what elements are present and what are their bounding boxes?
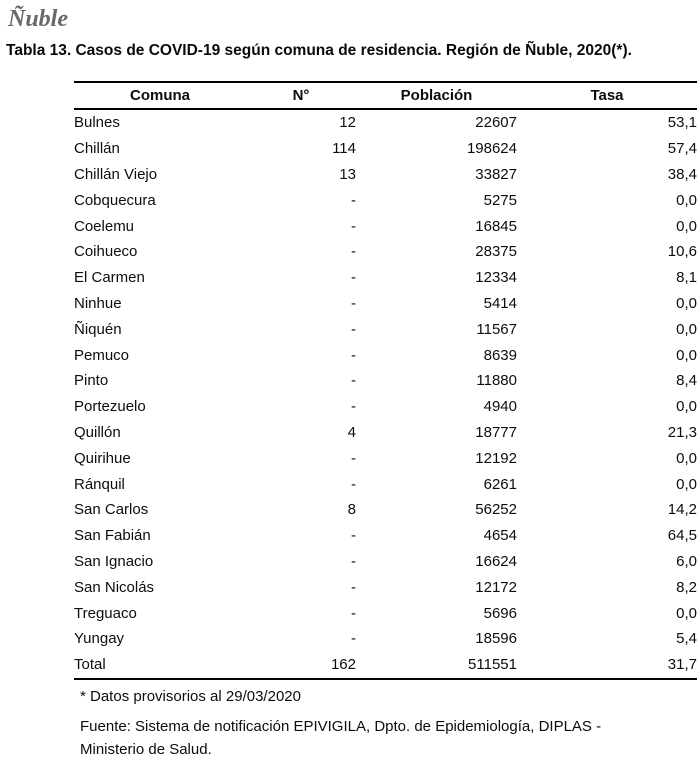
comuna-cell: San Nicolás xyxy=(74,578,155,596)
tasa-cell: 53,1 xyxy=(667,114,697,132)
n-cell: - xyxy=(351,372,356,390)
n-cell: 13 xyxy=(339,165,356,183)
tasa-cell: 10,6 xyxy=(667,243,697,261)
source-footnote xyxy=(80,715,660,761)
n-cell: - xyxy=(351,294,356,312)
comuna-cell: Cobquecura xyxy=(74,191,156,209)
col-header-poblacion: Población xyxy=(356,82,517,109)
poblacion-cell: 12192 xyxy=(475,449,517,467)
n-cell: 12 xyxy=(339,114,356,132)
poblacion-cell: 5414 xyxy=(483,294,517,312)
source-line-1: Fuente: Sistema de notificación EPIVIGILA, Dpto. de Epidemiología, DIPLAS - xyxy=(80,717,602,735)
n-cell: - xyxy=(351,398,356,416)
poblacion-cell: 18777 xyxy=(475,423,517,441)
comuna-cell: Pinto xyxy=(74,372,109,390)
region-title: Ñuble xyxy=(8,6,68,32)
covid-table xyxy=(74,81,697,680)
comuna-cell: El Carmen xyxy=(74,269,145,287)
tasa-cell: 0,0 xyxy=(676,320,697,338)
n-cell: - xyxy=(351,552,356,570)
comuna-cell: Ránquil xyxy=(74,475,125,493)
comuna-cell: Chillán Viejo xyxy=(74,165,158,183)
poblacion-cell: 33827 xyxy=(475,165,517,183)
poblacion-cell: 28375 xyxy=(475,243,517,261)
poblacion-cell: 16624 xyxy=(475,552,517,570)
n-cell: - xyxy=(351,217,356,235)
n-cell: - xyxy=(351,191,356,209)
table-row xyxy=(74,394,697,420)
comuna-cell: Ninhue xyxy=(74,294,122,312)
poblacion-cell: 12172 xyxy=(475,578,517,596)
n-cell: - xyxy=(351,630,356,648)
comuna-cell: Treguaco xyxy=(74,604,137,622)
table-row xyxy=(74,213,697,239)
poblacion-cell: 11567 xyxy=(476,320,517,338)
tasa-cell: 64,5 xyxy=(667,527,697,545)
table-row xyxy=(74,420,697,446)
table-row xyxy=(74,445,697,471)
table-row xyxy=(74,368,697,394)
poblacion-cell: 511551 xyxy=(468,656,517,674)
comuna-cell: San Carlos xyxy=(74,501,149,519)
col-header-tasa: Tasa xyxy=(517,82,697,109)
poblacion-cell: 5275 xyxy=(483,191,517,209)
table-row xyxy=(74,549,697,575)
table-caption: Tabla 13. Casos de COVID-19 según comuna de residencia. Región de Ñuble, 2020(*). xyxy=(6,42,632,59)
poblacion-cell: 16845 xyxy=(475,217,517,235)
table-row xyxy=(74,574,697,600)
poblacion-cell: 22607 xyxy=(475,114,517,132)
tasa-cell: 0,0 xyxy=(676,398,697,416)
comuna-cell: Quirihue xyxy=(74,449,131,467)
table-row xyxy=(74,187,697,213)
n-cell: - xyxy=(351,578,356,596)
n-cell: - xyxy=(351,475,356,493)
table-row xyxy=(74,265,697,291)
n-cell: 114 xyxy=(332,140,356,158)
n-cell: - xyxy=(351,604,356,622)
poblacion-cell: 8639 xyxy=(483,346,517,364)
comuna-cell: Portezuelo xyxy=(74,398,146,416)
n-cell: - xyxy=(351,269,356,287)
table-row xyxy=(74,342,697,368)
comuna-cell: Pemuco xyxy=(74,346,130,364)
total-row xyxy=(74,652,697,679)
tasa-cell: 0,0 xyxy=(676,604,697,622)
tasa-cell: 0,0 xyxy=(676,217,697,235)
document-page xyxy=(0,5,700,764)
tasa-cell: 38,4 xyxy=(667,165,697,183)
tasa-cell: 31,7 xyxy=(667,656,697,674)
n-cell: - xyxy=(351,320,356,338)
poblacion-cell: 6261 xyxy=(483,475,517,493)
tasa-cell: 5,4 xyxy=(676,630,697,648)
n-cell: 162 xyxy=(330,656,356,674)
tasa-cell: 0,0 xyxy=(676,475,697,493)
tasa-cell: 8,2 xyxy=(676,578,697,596)
n-cell: - xyxy=(351,243,356,261)
col-header-comuna: Comuna xyxy=(74,82,246,109)
tasa-cell: 0,0 xyxy=(676,191,697,209)
tasa-cell: 0,0 xyxy=(676,294,697,312)
tasa-cell: 8,4 xyxy=(676,372,697,390)
table-row xyxy=(74,239,697,265)
n-cell: - xyxy=(351,527,356,545)
comuna-cell: Quillón xyxy=(74,423,121,441)
poblacion-cell: 56252 xyxy=(475,501,517,519)
comuna-cell: San Fabián xyxy=(74,527,151,545)
comuna-cell: Total xyxy=(74,656,106,674)
comuna-cell: Bulnes xyxy=(74,114,120,132)
table-row xyxy=(74,162,697,188)
comuna-cell: Yungay xyxy=(74,630,125,648)
table-row xyxy=(74,600,697,626)
col-header-n: N° xyxy=(246,82,356,109)
tasa-cell: 8,1 xyxy=(676,269,697,287)
n-cell: 8 xyxy=(347,501,356,519)
tasa-cell: 0,0 xyxy=(676,449,697,467)
table-row xyxy=(74,523,697,549)
poblacion-cell: 11880 xyxy=(476,372,517,390)
n-cell: - xyxy=(351,449,356,467)
poblacion-cell: 4654 xyxy=(483,527,517,545)
n-cell: 4 xyxy=(347,423,356,441)
table-row xyxy=(74,136,697,162)
tasa-cell: 57,4 xyxy=(667,140,697,158)
table-body xyxy=(74,109,697,679)
table-row xyxy=(74,109,697,136)
n-cell: - xyxy=(351,346,356,364)
table-row xyxy=(74,471,697,497)
tasa-cell: 0,0 xyxy=(676,346,697,364)
comuna-cell: San Ignacio xyxy=(74,552,154,570)
comuna-cell: Chillán xyxy=(74,140,120,158)
table-row xyxy=(74,497,697,523)
comuna-cell: Coihueco xyxy=(74,243,138,261)
poblacion-cell: 4940 xyxy=(483,398,517,416)
tasa-cell: 14,2 xyxy=(667,501,697,519)
poblacion-cell: 5696 xyxy=(483,604,517,622)
tasa-cell: 6,0 xyxy=(676,552,697,570)
tasa-cell: 21,3 xyxy=(667,423,697,441)
poblacion-cell: 18596 xyxy=(475,630,517,648)
table-row xyxy=(74,291,697,317)
table-row xyxy=(74,316,697,342)
provisional-footnote: * Datos provisorios al 29/03/2020 xyxy=(80,687,301,705)
source-line-2: Ministerio de Salud. xyxy=(80,740,212,758)
comuna-cell: Coelemu xyxy=(74,217,135,235)
poblacion-cell: 12334 xyxy=(475,269,517,287)
comuna-cell: Ñiquén xyxy=(74,320,122,338)
table-row xyxy=(74,626,697,652)
poblacion-cell: 198624 xyxy=(466,140,517,158)
header-row xyxy=(74,82,697,109)
